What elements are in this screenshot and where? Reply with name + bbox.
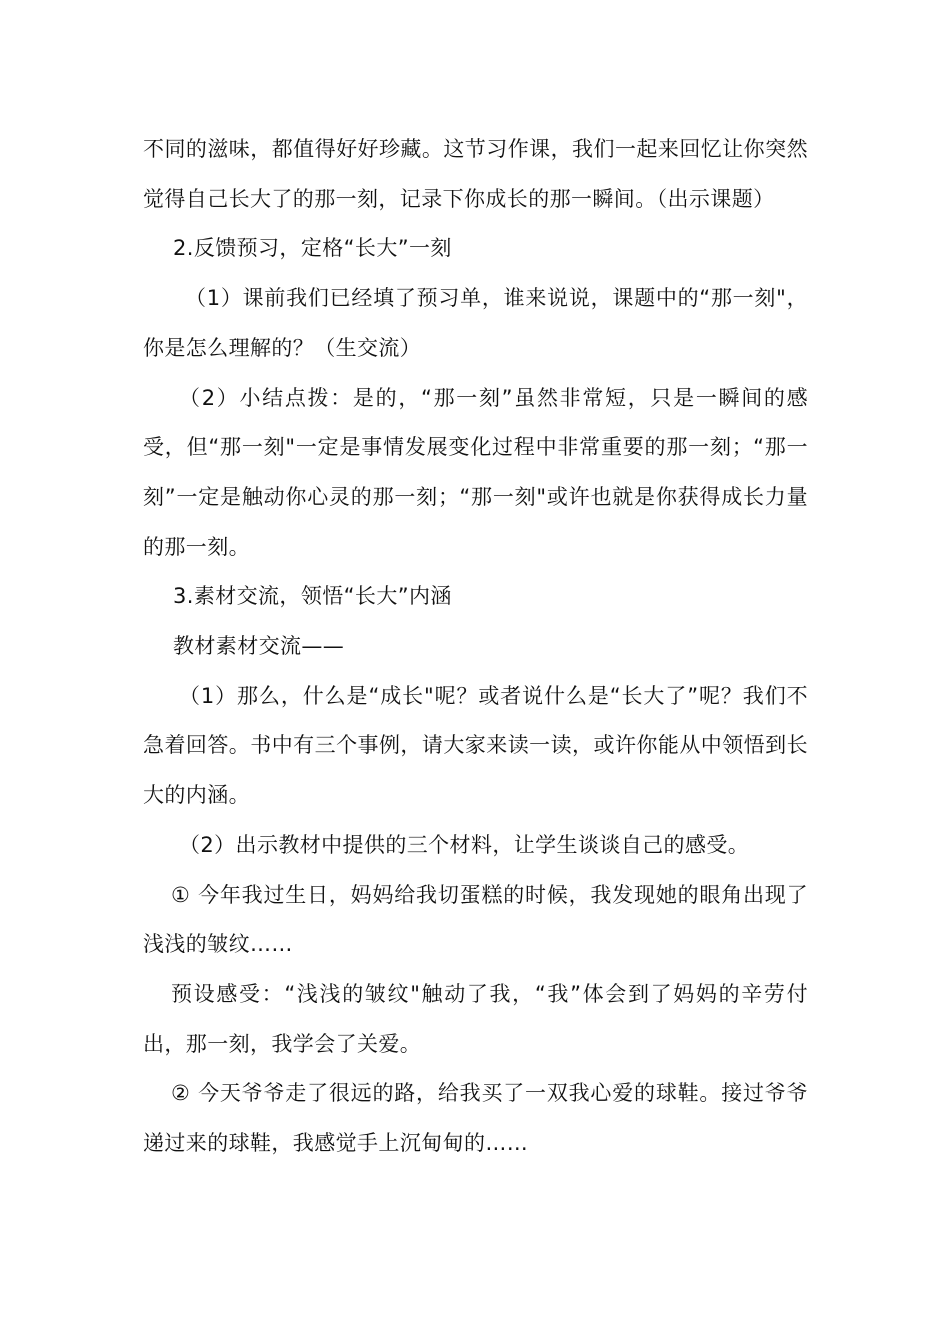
example-1: ① 今年我过生日，妈妈给我切蛋糕的时候，我发现她的眼角出现了浅浅的皱纹…… xyxy=(143,882,808,957)
paragraph-intro: 不同的滋味，都值得好好珍藏。这节习作课，我们一起来回忆让你突然觉得自己长大了的那一刻，记录下你成长的那一瞬间。（出示课题） xyxy=(143,137,808,211)
example-2: ② 今天爷爷走了很远的路，给我买了一双我心爱的球鞋。接过爷爷递过来的球鞋，我感觉手上沉甸甸的…… xyxy=(143,1081,808,1156)
subheading-textbook-materials: 教材素材交流—— xyxy=(173,634,345,659)
paragraph-what-is-growth: （1）那么，什么是“成长"呢？或者说什么是“长大了”呢？我们不急着回答。书中有三个事例，请大家来读一读，或许你能从中领悟到长大的内涵。 xyxy=(143,683,808,808)
paragraph-step-1: （1）课前我们已经填了预习单，谁来说说，课题中的“那一刻"，你是怎么理解的？（生交流） xyxy=(143,286,808,360)
document-page xyxy=(143,125,808,1169)
paragraph-show-materials: （2）出示教材中提供的三个材料，让学生谈谈自己的感受。 xyxy=(179,832,750,857)
heading-material-exchange: 3.素材交流，领悟“长大”内涵 xyxy=(173,584,452,609)
example-1-feeling: 预设感受：“浅浅的皱纹"触动了我，“我”体会到了妈妈的辛劳付出，那一刻，我学会了关爱。 xyxy=(143,981,808,1056)
heading-feedback-preview: 2.反馈预习，定格“长大”一刻 xyxy=(173,236,452,261)
paragraph-step-2: （2）小结点拨：是的，“那一刻”虽然非常短，只是一瞬间的感受，但“那一刻"一定是事情发展变化过程中非常重要的那一刻；“那一刻”一定是触动你心灵的那一刻；“那一刻"或许也就是你获得成长力量的那一刻。 xyxy=(143,385,808,559)
